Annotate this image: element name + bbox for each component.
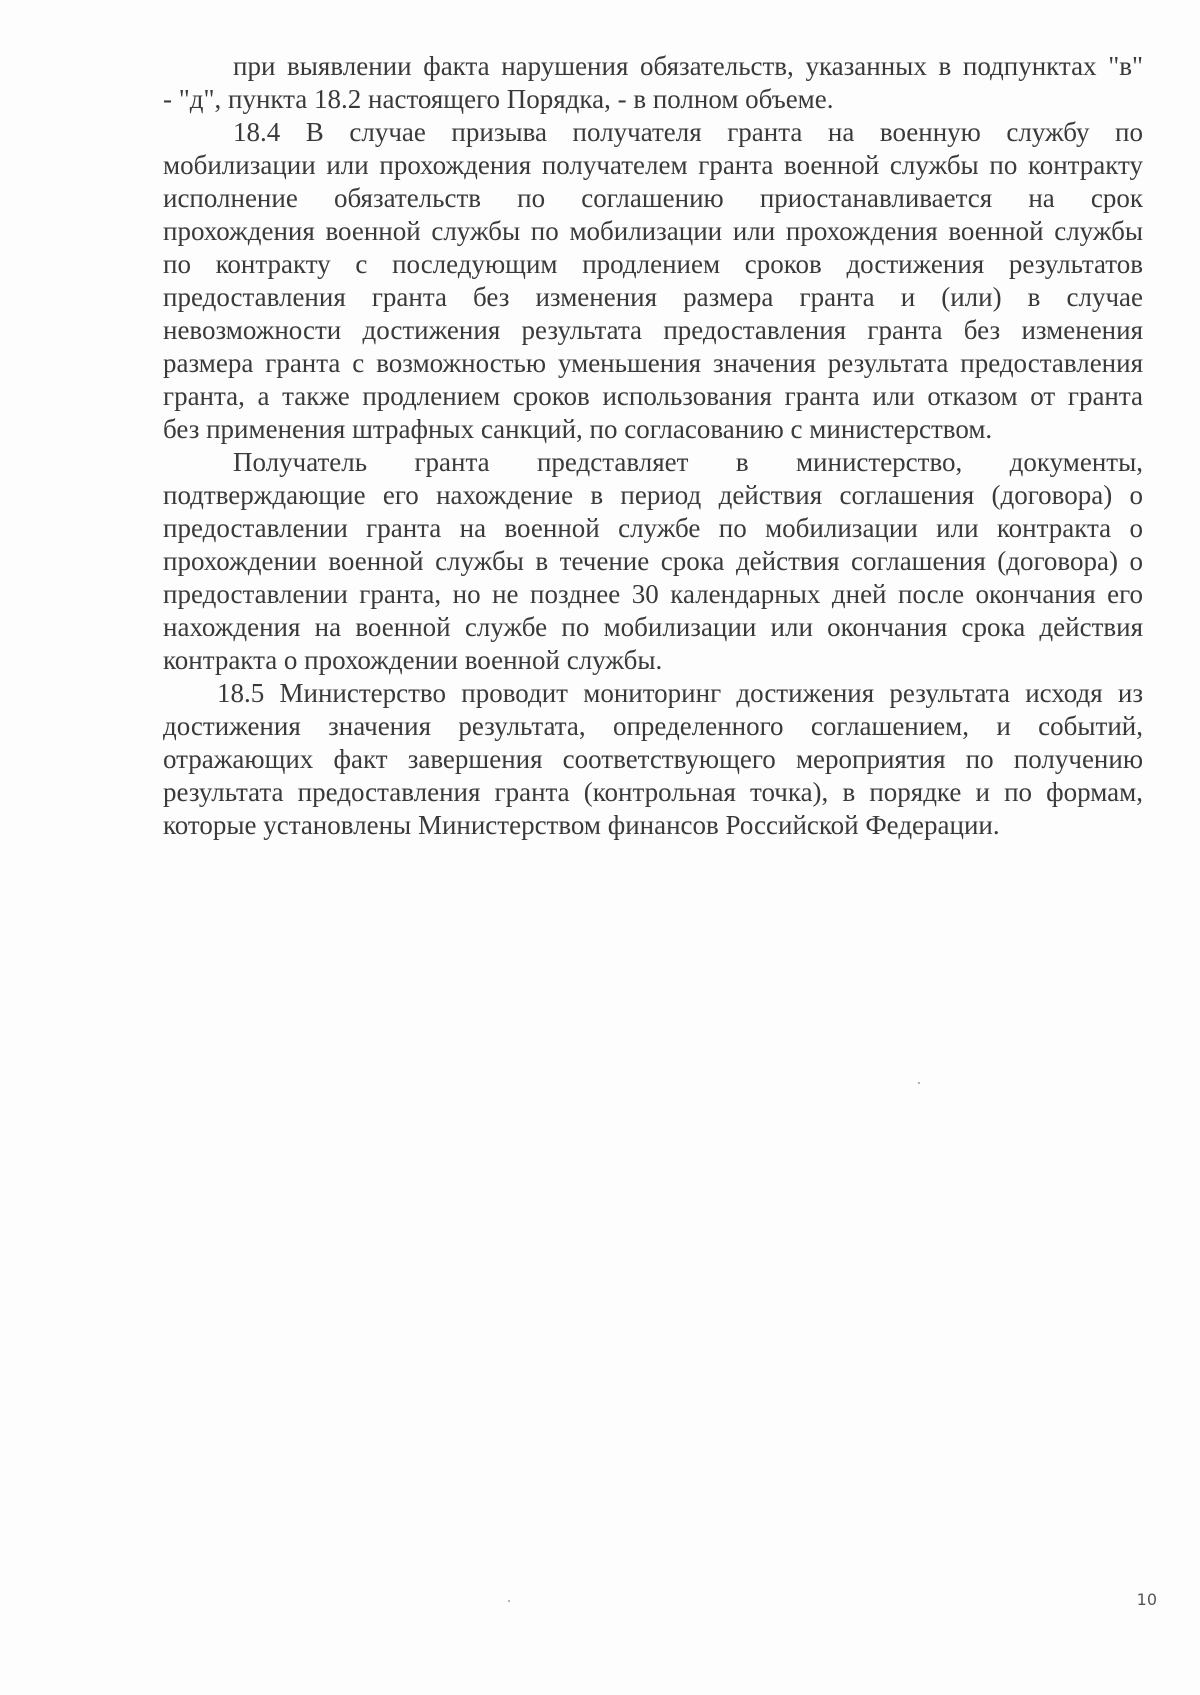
text-line: невозможности достижения результата предоставления гранта без изменения [163,315,1143,345]
text-line: результата предоставления гранта (контрольная точка), в порядке и по формам, [163,777,1143,807]
text-line: которые установлены Министерством финансов Российской Федерации. [163,810,1000,840]
text-line: подтверждающие его нахождение в период действия соглашения (договора) о [163,480,1143,510]
text-line: предоставления гранта без изменения размера гранта и (или) в случае [163,282,1143,312]
text-line: при выявлении факта нарушения обязательств, указанных в подпунктах "в" [233,51,1143,81]
text-line: без применения штрафных санкций, по согласованию с министерством. [163,414,993,444]
text-line: Получатель гранта представляет в министерство, документы, [233,447,1143,477]
scan-speck [508,1600,510,1602]
text-line: контракта о прохождении военной службы. [163,645,663,675]
text-line: гранта, а также продлением сроков использования гранта или отказом от гранта [163,381,1143,411]
text-line: прохождения военной службы по мобилизации или прохождения военной службы [163,216,1143,246]
text-line: исполнение обязательств по соглашению приостанавливается на срок [163,183,1143,213]
text-line: 18.4 В случае призыва получателя гранта на военную службу по [233,117,1143,147]
text-line: предоставлении гранта на военной службе по мобилизации или контракта о [163,513,1143,543]
scan-speck [918,1082,920,1084]
page-number: 10 [1136,1590,1157,1609]
text-line: нахождения на военной службе по мобилизации или окончания срока действия [163,612,1143,642]
text-line: мобилизации или прохождения получателем гранта военной службы по контракту [163,150,1143,180]
text-line: предоставлении гранта, но не позднее 30 календарных дней после окончания его [163,579,1143,609]
text-line: - "д", пункта 18.2 настоящего Порядка, - в полном объеме. [163,84,834,114]
text-line: отражающих факт завершения соответствующего мероприятия по получению [163,744,1143,774]
text-line: прохождении военной службы в течение срока действия соглашения (договора) о [163,546,1143,576]
text-line: по контракту с последующим продлением сроков достижения результатов [163,249,1143,279]
text-line: размера гранта с возможностью уменьшения значения результата предоставления [163,348,1143,378]
text-line: достижения значения результата, определенного соглашением, и событий, [163,711,1143,741]
text-line: 18.5 Министерство проводит мониторинг достижения результата исходя из [217,678,1143,708]
document-body [163,50,1143,842]
